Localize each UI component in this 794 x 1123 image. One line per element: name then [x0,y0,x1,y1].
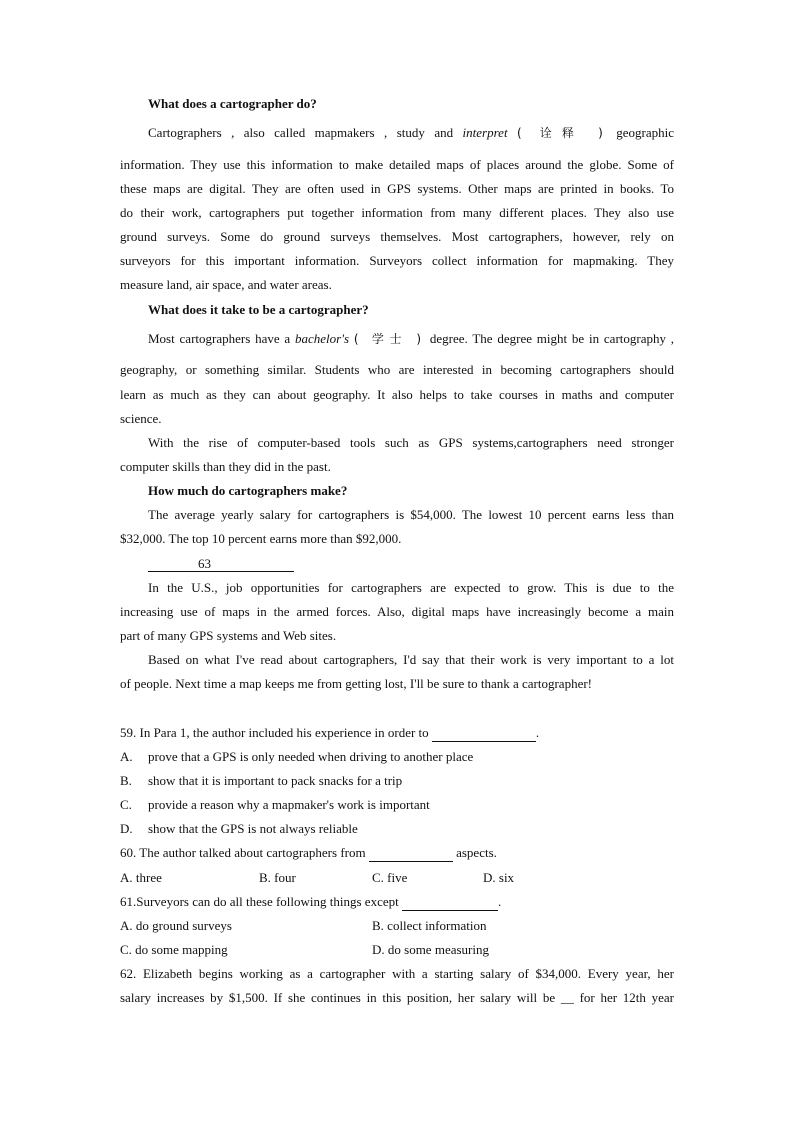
paragraph-line: these maps are digital. They are often used in GPS systems. Other maps are printed in books. To [120,181,674,196]
italic-term: interpret [462,125,508,140]
option-letter: A. [120,749,133,764]
option-text: show that it is important to pack snacks for a trip [148,773,403,788]
question-62-line2 [120,990,674,1006]
chinese-gloss: ( 学士 ) [353,332,426,346]
answer-blank [369,845,453,862]
option-text: provide a reason why a mapmaker's work is important [148,797,430,812]
stem-end: aspects. [456,845,497,860]
paragraph-line: increasing use of maps in the armed forces. Also, digital maps have increasingly become a main [120,604,674,619]
paragraph-line: learn as much as they can about geography. It also helps to take courses in maths and computer [120,387,674,402]
paragraph-line: With the rise of computer-based tools such as GPS systems,cartographers need stronger [148,435,674,450]
section-heading-what-does: What does a cartographer do? [148,96,317,111]
stem-text: 59. In Para 1, the author included his experience in order to [120,725,429,740]
option-text: show that the GPS is not always reliable [148,821,358,836]
question-60-option-b: B. four [259,870,296,885]
paragraph-line: do their work, cartographers put together information from many different places. They also use [120,205,674,220]
stem-text: salary increases by $1,500. If she continues in this position, her salary will be [120,990,556,1005]
answer-blank [432,725,536,742]
question-61-stem [120,894,674,911]
question-61-option-d: D. do some measuring [372,942,489,957]
paragraph-line: In the U.S., job opportunities for cartographers are expected to grow. This is due to the [148,580,674,595]
option-letter: D. [120,821,133,836]
italic-term: bachelor's [295,331,350,346]
paragraph-line: $32,000. The top 10 percent earns more than $92,000. [120,531,402,546]
paragraph-line: science. [120,411,162,426]
paragraph-line: surveyors for this important information. Surveyors collect information for mapmaking. They [120,253,674,268]
paragraph-line [148,125,674,141]
paragraph-line: information. They use this information to make detailed maps of places around the globe. Some of [120,157,674,172]
paragraph-line [148,331,674,347]
question-59-option-b [120,773,674,789]
paragraph-line: of people. Next time a map keeps me from getting lost, I'll be sure to thank a cartographer! [120,676,592,691]
paragraph-line: geography, or something similar. Students who are interested in becoming cartographers should [120,362,674,377]
stem-end: . [535,725,540,740]
question-60-stem [120,845,674,862]
text: Cartographers , also called mapmakers , study and [148,125,454,140]
question-61-option-a: A. do ground surveys [120,918,232,933]
paragraph-line: The average yearly salary for cartographers is $54,000. The lowest 10 percent earns less than [148,507,674,522]
question-59-option-a [120,749,674,765]
question-61-option-c: C. do some mapping [120,942,228,957]
section-heading-what-takes: What does it take to be a cartographer? [148,302,369,317]
question-number: 63 [198,556,211,571]
stem-text: for her 12th year [579,990,674,1005]
answer-blank: __ [560,990,574,1005]
paragraph-line: part of many GPS systems and Web sites. [120,628,337,643]
question-60-option-d: D. six [483,870,515,885]
question-60-option-a: A. three [120,870,162,885]
stem-text: 60. The author talked about cartographers from [120,845,366,860]
paragraph-line: Based on what I've read about cartographers, I'd say that their work is very important to a lot [148,652,674,667]
option-letter: B. [120,773,132,788]
option-text: prove that a GPS is only needed when driving to another place [148,749,474,764]
answer-blank [402,894,498,911]
text: geographic [616,125,675,140]
question-59-option-c [120,797,674,813]
section-heading-how-much: How much do cartographers make? [148,483,348,498]
paragraph-line: ground surveys. Some do ground surveys themselves. Most cartographers, however, rely on [120,229,674,244]
paragraph-line: computer skills than they did in the past. [120,459,331,474]
paragraph-line: measure land, air space, and water areas. [120,277,332,292]
option-letter: C. [120,797,132,812]
stem-text: 61.Surveyors can do all these following things except [120,894,399,909]
question-60-option-c: C. five [372,870,408,885]
question-61-option-b: B. collect information [372,918,487,933]
question-59-option-d [120,821,674,837]
text: degree. The degree might be in cartography , [429,331,675,346]
chinese-gloss: ( 诠释 ) [517,126,607,140]
blank-heading-63 [148,556,294,572]
text: Most cartographers have a [148,331,291,346]
stem-end: . [497,894,502,909]
question-59-stem [120,725,674,742]
question-62-line1: 62. Elizabeth begins working as a cartographer with a starting salary of $34,000. Every year, her [120,966,674,981]
